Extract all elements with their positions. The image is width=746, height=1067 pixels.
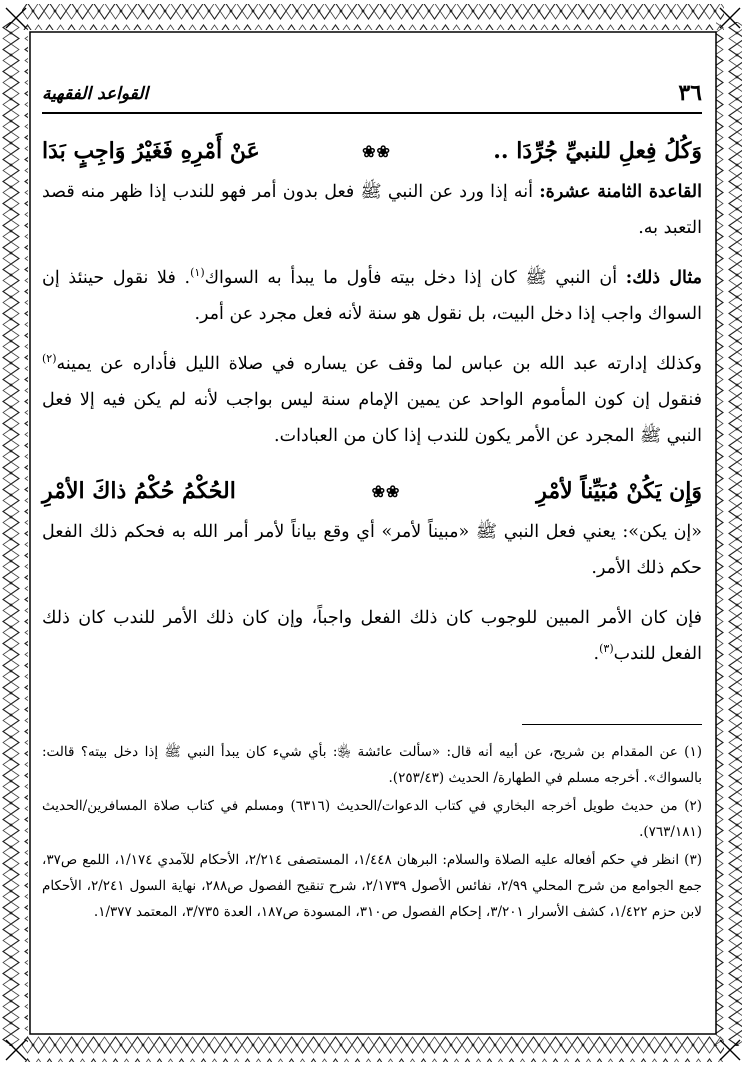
footnote-separator: [522, 724, 702, 725]
page-content: [42, 78, 702, 927]
footnote-ref-1[interactable]: (١): [190, 266, 205, 280]
verse-line-1: [42, 138, 702, 164]
rule-text: أنه إذا ورد عن النبي ﷺ فعل بدون أمر فهو للندب إذا ظهر منه قصد التعبد به.: [42, 182, 702, 238]
ibn-abbas-text-b: فنقول إن كون المأموم الواحد عن يمين الإمام سنة ليس بواجب لأنه لم يكن فيه إلا فعل النبي ﷺ المجرد عن الأمر يكون للندب إذا كان من العبادات.: [42, 390, 702, 446]
paragraph-example: [42, 260, 702, 332]
verse-1-second-hemistich: عَنْ أَمْرِهِ فَغَيْرُ وَاجِبٍ بَدَا: [42, 138, 260, 164]
page-number: ٣٦: [678, 80, 702, 106]
example-text-b: . فلا نقول حينئذ إن السواك واجب إذا دخل البيت، بل نقول هو سنة لأنه فعل مجرد عن أمر.: [42, 268, 702, 324]
example-title: مثال ذلك:: [625, 268, 702, 288]
footnotes: [42, 739, 702, 925]
verse-2-second-hemistich: الحُكْمُ حُكْمُ ذاكَ الأمْرِ: [42, 478, 236, 504]
page-header: [42, 78, 702, 114]
rule-title: القاعدة الثامنة عشرة:: [539, 182, 702, 202]
paragraph-rule-18: [42, 174, 702, 246]
footnote-ref-2[interactable]: (٢): [42, 352, 57, 366]
paragraph-explanation: [42, 514, 702, 586]
footnote-2: (٢) من حديث طويل أخرجه البخاري في كتاب الدعوات/الحديث (٦٣١٦) ومسلم في كتاب صلاة المسافرين/الحديث (٧٦٣/١٨١).: [42, 798, 703, 840]
conclusion-text-b: .: [593, 644, 600, 664]
verse-2-first-hemistich: وَإِن يَكُنْ مُبَيِّناً لأمْرِ: [536, 478, 702, 504]
verse-1-ornament: ❀❀: [362, 141, 391, 161]
paragraph-conclusion: [42, 600, 702, 672]
verse-2-ornament: ❀❀: [371, 481, 401, 501]
example-text-a: أن النبي ﷺ كان إذا دخل بيته فأول ما يبدأ به السواك: [204, 268, 626, 288]
footnote-1: (١) عن المقدام بن شريح، عن أبيه أنه قال: «سألت عائشة ﵂: بأي شيء كان يبدأ النبي ﷺ إذا دخل بيته؟ قالت: بالسواك». أخرجه مسلم في الطهارة/ الحديث (٢٥٣/٤٣).: [42, 744, 702, 786]
footnote-3: (٣) انظر في حكم أفعاله عليه الصلاة والسلام: البرهان ١/٤٤٨، المستصفى ٢/٢١٤، الأحكام للآمدي ١/١٧٤، اللمع ص٣٧، جمع الجوامع من شرح المحلي ٢/٩٩، نفائس الأصول ٢/١٧٣٩، شرح تنقيح الفصول ص٢٨٨، نهاية السول ٢/٢٤١، الأحكام لابن حزم ١/٤٢٢، كشف الأسرار ٣/٢٠١، إحكام الفصول ص٣١٠، المسودة ص١٨٧، العدة ٣/٧٣٥، المعتمد ١/٣٧٧.: [42, 852, 702, 920]
conclusion-text-a: فإن كان الأمر المبين للوجوب كان ذلك الفعل واجباً، وإن كان ذلك الأمر للندب كان ذلك الفعل للندب: [42, 608, 702, 664]
verse-line-2: [42, 478, 702, 504]
paragraph-ibn-abbas: [42, 346, 702, 454]
ibn-abbas-text-a: وكذلك إدارته عبد الله بن عباس لما وقف عن يساره في صلاة الليل فأداره عن يمينه: [56, 354, 702, 374]
footnote-ref-3[interactable]: (٣): [599, 642, 614, 656]
explanation-text: «إن يكن»: يعني فعل النبي ﷺ «مبيناً لأمر» أي وقع بياناً لأمر أمر الله به فحكم ذلك الفعل حكم ذلك الأمر.: [42, 522, 702, 578]
verse-1-first-hemistich: وَكُلُ فِعلِ للنبيِّ جُرِّدَا ..: [493, 138, 702, 164]
running-title: القواعد الفقهية: [42, 84, 149, 104]
